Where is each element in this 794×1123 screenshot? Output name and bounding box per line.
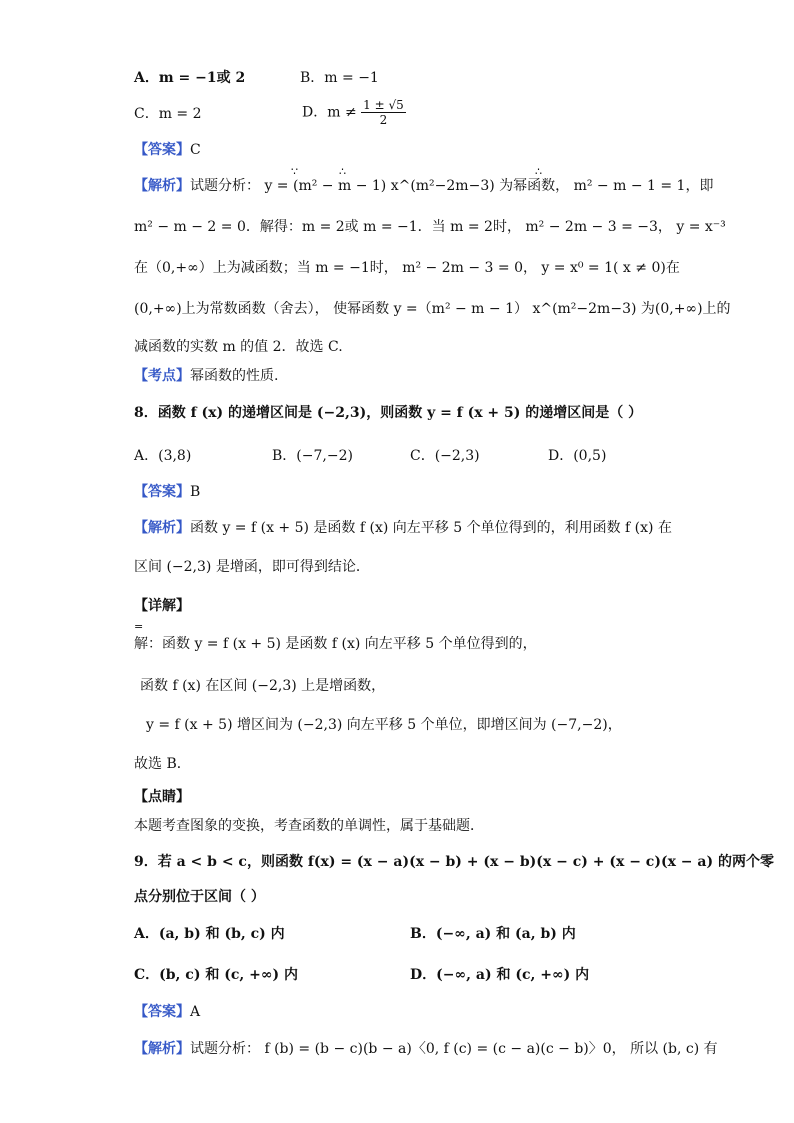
- q8-comment: 本题考查图象的变换，考查函数的单调性，属于基础题．: [134, 818, 484, 834]
- q7-analysis-line-3: 在（0,+∞）上为减函数；当 m = −1时， m² − 2m − 3 = 0， y = x⁰ = 1( x ≠ 0)在: [134, 260, 680, 276]
- fraction-numerator: 1 ± √5: [363, 98, 404, 112]
- q9-option-c: C．(b, c) 和 (c, +∞) 内: [134, 967, 298, 983]
- answer-value: B: [190, 484, 201, 500]
- equals-mark: =: [134, 620, 144, 633]
- q8-detail-line-1: 解：函数 y = f (x + 5) 是函数 f (x) 向左平移 5 个单位得到的，: [134, 636, 537, 652]
- answer-value: A: [190, 1004, 201, 1020]
- analysis-text: 试题分析： f (b) = (b − c)(b − a)〈0, f (c) = (c − a)(c − b)〉0， 所以 (b, c) 有: [190, 1041, 718, 1057]
- q8-detail-tag: 【详解】: [134, 598, 190, 614]
- q7-point: [134, 366, 278, 386]
- q7-option-a: A．m = −1或 2: [134, 70, 246, 86]
- analysis-tag: 【解析】: [134, 520, 190, 536]
- answer-tag: 【答案】: [134, 1004, 190, 1020]
- q8-option-b: B．(−7,−2): [272, 448, 353, 464]
- answer-tag: 【答案】: [134, 142, 190, 158]
- therefore-mark: ∴: [339, 165, 346, 178]
- q8-answer: [134, 482, 200, 502]
- q8-detail-line-3: y = f (x + 5) 增区间为 (−2,3) 向左平移 5 个单位，即增区间为 (−7,−2)，: [146, 717, 622, 733]
- q9-stem-line-1: 9．若 a < b < c，则函数 f(x) = (x − a)(x − b) + (x − b)(x − c) + (x − c)(x − a) 的两个零: [134, 854, 774, 870]
- q7-option-b: B．m = −1: [300, 70, 379, 86]
- fraction-denominator: 2: [379, 113, 388, 127]
- because-mark: ∵: [291, 165, 298, 178]
- answer-tag: 【答案】: [134, 484, 190, 500]
- analysis-text: 函数 y = f (x + 5) 是函数 f (x) 向左平移 5 个单位得到的，利用函数 f (x) 在: [190, 520, 672, 536]
- q9-option-b: B．(−∞, a) 和 (a, b) 内: [410, 926, 576, 942]
- q8-stem: 8．函数 f (x) 的递增区间是 (−2,3)，则函数 y = f (x + 5) 的递增区间是（ ）: [134, 405, 643, 421]
- q8-option-c: C．(−2,3): [410, 448, 480, 464]
- q9-option-a: A．(a, b) 和 (b, c) 内: [134, 926, 285, 942]
- q7-analysis-line-2: m² − m − 2 = 0．解得：m = 2或 m = −1．当 m = 2时， m² − 2m − 3 = −3， y = x⁻³: [134, 219, 726, 235]
- point-value: 幂函数的性质.: [190, 368, 279, 384]
- q8-option-d: D．(0,5): [548, 448, 607, 464]
- answer-value: C: [190, 142, 201, 158]
- q7-option-d: [302, 98, 406, 127]
- q7-analysis-line-4: (0,+∞)上为常数函数（舍去）， 使幂函数 y =（m² − m − 1） x^(m²−2m−3) 为(0,+∞)上的: [134, 301, 731, 317]
- q7-option-c: C．m = 2: [134, 106, 202, 122]
- q8-detail-line-2: 函数 f (x) 在区间 (−2,3) 上是增函数，: [140, 678, 386, 694]
- q7-analysis-line-5: 减函数的实数 m 的值 2．故选 C.: [134, 339, 343, 355]
- q7-answer: [134, 140, 201, 160]
- q9-answer: [134, 1002, 200, 1022]
- q9-stem-line-2: 点分别位于区间（ ）: [134, 889, 265, 905]
- analysis-tag: 【解析】: [134, 178, 190, 194]
- q9-analysis-line-1: [134, 1039, 718, 1059]
- q8-option-a: A．(3,8): [134, 448, 192, 464]
- analysis-tag: 【解析】: [134, 1041, 190, 1057]
- q8-comment-tag: 【点睛】: [134, 789, 190, 805]
- q9-option-d: D．(−∞, a) 和 (c, +∞) 内: [410, 967, 590, 983]
- q8-detail-line-4: 故选 B．: [134, 756, 191, 772]
- q7-analysis-line-1: [134, 176, 713, 196]
- therefore-mark-2: ∴: [535, 165, 542, 178]
- analysis-text: 试题分析： y = (m² − m − 1) x^(m²−2m−3) 为幂函数， m² − m − 1 = 1，即: [190, 178, 714, 194]
- q7-option-d-prefix: D．m ≠: [302, 104, 357, 121]
- q8-analysis-line-2: 区间 (−2,3) 是增函，即可得到结论．: [134, 559, 370, 575]
- fraction: [361, 98, 406, 127]
- q8-analysis-line-1: [134, 518, 672, 538]
- point-tag: 【考点】: [134, 368, 190, 384]
